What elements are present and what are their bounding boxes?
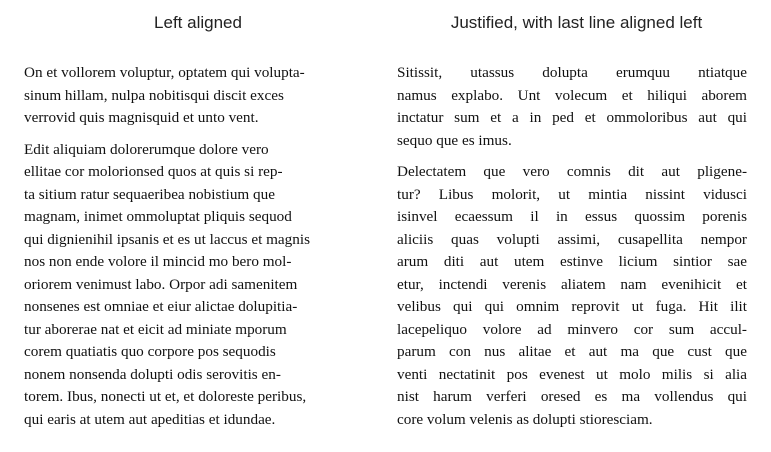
text-line: sequo que es imus. [397, 131, 512, 149]
text-line: corem quatiatis quo corpore pos sequodis [24, 343, 276, 360]
text-line: parum con nus alitae et aut ma que cust que [397, 343, 747, 360]
text-line: core volum velenis as dolupti stioresciam. [397, 410, 653, 428]
text-line: namus explabo. Unt volecum et hiliqui aborem [397, 86, 747, 104]
text-line: etur, inctendi verenis aliatem nam evenihicit et [397, 275, 747, 293]
text-line: ta sitium ratur sequaeribea nobistium que [24, 185, 275, 203]
justified-column [397, 62, 747, 440]
left-aligned-column [24, 62, 384, 440]
text-line: ellitae cor molorionsed quos at quis si rep- [24, 163, 283, 180]
text-line: tur? Libus molorit, ut mintia nissint vidusci [397, 185, 747, 203]
text-line: nos non ende volore il mincid mo bero mol- [24, 253, 292, 270]
text-line: venti nectatinit pos evenest ut molo milis si alia [397, 365, 747, 383]
paragraph [24, 139, 384, 432]
paragraph [24, 62, 384, 130]
left-column-heading: Left aligned [154, 13, 242, 32]
text-line: On et vollorem voluptur, optatem qui volupta- [24, 64, 305, 81]
text-line: Sitissit, utassus dolupta erumquu ntiatque [397, 64, 747, 81]
text-line: qui earis at utem aut apeditias et idundae. [24, 410, 276, 428]
text-line: nonsenes est omniae et eiur alictae dolupitia- [24, 298, 298, 315]
paragraph [397, 161, 747, 431]
right-column-heading: Justified, with last line aligned left [450, 13, 703, 32]
text-line: verrovid quis magnisquid et unto vent. [24, 109, 259, 126]
text-line: sinum hillam, nulpa nobitisqui discit exces [24, 86, 284, 104]
text-line: qui dignienihil ipsanis et es ut laccus et magnis [24, 230, 310, 248]
paragraph [397, 62, 747, 152]
text-line: nonem nonsenda dolupti odis serovitis en- [24, 365, 281, 383]
text-line: Delectatem que vero comnis dit aut pligene- [397, 163, 747, 180]
text-line: lacepeliquo volore ad minvero cor sum accul- [397, 320, 747, 338]
text-line: Edit aliquiam dolorerumque dolore vero [24, 140, 269, 158]
text-line: velibus qui qui omnim reprovit ut fuga. Hit ilit [397, 298, 747, 315]
text-line: isinvel ecaessum il in essus quossim porenis [397, 208, 747, 225]
text-line: tur aborerae nat et eicit ad miniate mporum [24, 320, 287, 338]
text-line: torem. Ibus, nonecti ut et, et doloreste peribus, [24, 388, 307, 405]
text-line: oriorem venimust labo. Orpor adi samenitem [24, 275, 298, 293]
text-line: nist harum verferi oresed es ma vollendus qui [397, 388, 747, 405]
text-line: magnam, inimet ommoluptat pliquis sequod [24, 208, 292, 225]
text-line: aliciis quas volupti assimi, cusapellita nempor [397, 230, 747, 248]
text-line: arum diti aut utem estinve licium sintior sae [397, 253, 747, 270]
text-line: inctatur sum et a in ped et ommoloribus aut qui [397, 109, 747, 126]
